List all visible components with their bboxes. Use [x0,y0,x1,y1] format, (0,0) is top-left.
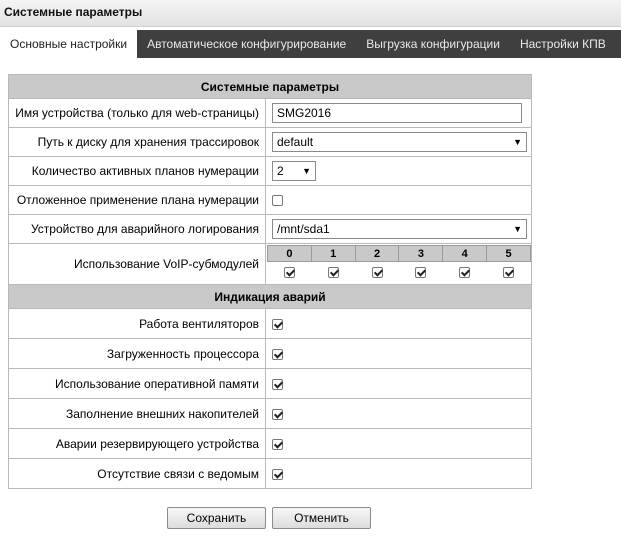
alarm-cpu-checkbox[interactable] [272,349,283,360]
emergency-log-select[interactable] [272,219,527,239]
device-name-input[interactable] [272,103,522,123]
section-header-alarms: Индикация аварий [9,285,532,309]
alarm-slave-link-label: Отсутствие связи с ведомым [9,459,266,489]
active-plans-value: 2 [277,164,284,178]
trace-path-value: default [277,135,314,149]
voip-modules-grid [267,245,531,281]
deferred-plan-checkbox[interactable] [272,195,283,206]
chevron-down-icon: ▼ [513,224,522,234]
alarm-slave-link-checkbox[interactable] [272,469,283,480]
save-button[interactable]: Сохранить [167,507,266,529]
voip-module-number: 0 [268,246,312,262]
device-name-label: Имя устройства (только для web-страницы) [9,99,266,128]
deferred-plan-label: Отложенное применение плана нумерации [9,186,266,215]
chevron-down-icon: ▼ [513,137,522,147]
voip-module-number: 3 [399,246,443,262]
voip-module-number: 5 [487,246,531,262]
page-title: Системные параметры [4,5,143,19]
section-header-system: Системные параметры [9,75,532,99]
tab-bar [0,30,621,58]
emergency-log-label: Устройство для аварийного логирования [9,215,266,244]
tab-auto-config[interactable]: Автоматическое конфигурирование [147,37,347,51]
tab-config-upload[interactable]: Выгрузка конфигурации [366,37,500,51]
voip-label: Использование VoIP-субмодулей [9,244,266,285]
alarm-ram-checkbox[interactable] [272,379,283,390]
voip-module-5-checkbox[interactable] [503,267,514,278]
trace-path-select[interactable] [272,132,527,152]
settings-form [8,74,532,489]
active-plans-label: Количество активных планов нумерации [9,157,266,186]
cancel-button[interactable]: Отменить [272,507,371,529]
active-plans-select[interactable] [272,161,316,181]
alarm-backup-label: Аварии резервирующего устройства [9,429,266,459]
voip-module-0-checkbox[interactable] [284,267,295,278]
alarm-fans-label: Работа вентиляторов [9,309,266,339]
alarm-fans-checkbox[interactable] [272,319,283,330]
voip-module-4-checkbox[interactable] [459,267,470,278]
tab-kpv-settings[interactable]: Настройки КПВ [519,37,606,51]
voip-module-number: 1 [311,246,355,262]
voip-module-number: 2 [355,246,399,262]
chevron-down-icon: ▼ [302,166,311,176]
voip-module-1-checkbox[interactable] [328,267,339,278]
alarm-storage-label: Заполнение внешних накопителей [9,399,266,429]
voip-module-2-checkbox[interactable] [372,267,383,278]
page-title-bar [0,0,621,27]
alarm-ram-label: Использование оперативной памяти [9,369,266,399]
tab-basic-settings[interactable]: Основные настройки [0,30,137,58]
alarm-cpu-label: Загруженность процессора [9,339,266,369]
trace-path-label: Путь к диску для хранения трассировок [9,128,266,157]
alarm-backup-checkbox[interactable] [272,439,283,450]
voip-module-3-checkbox[interactable] [415,267,426,278]
alarm-storage-checkbox[interactable] [272,409,283,420]
emergency-log-value: /mnt/sda1 [277,222,330,236]
voip-module-number: 4 [443,246,487,262]
